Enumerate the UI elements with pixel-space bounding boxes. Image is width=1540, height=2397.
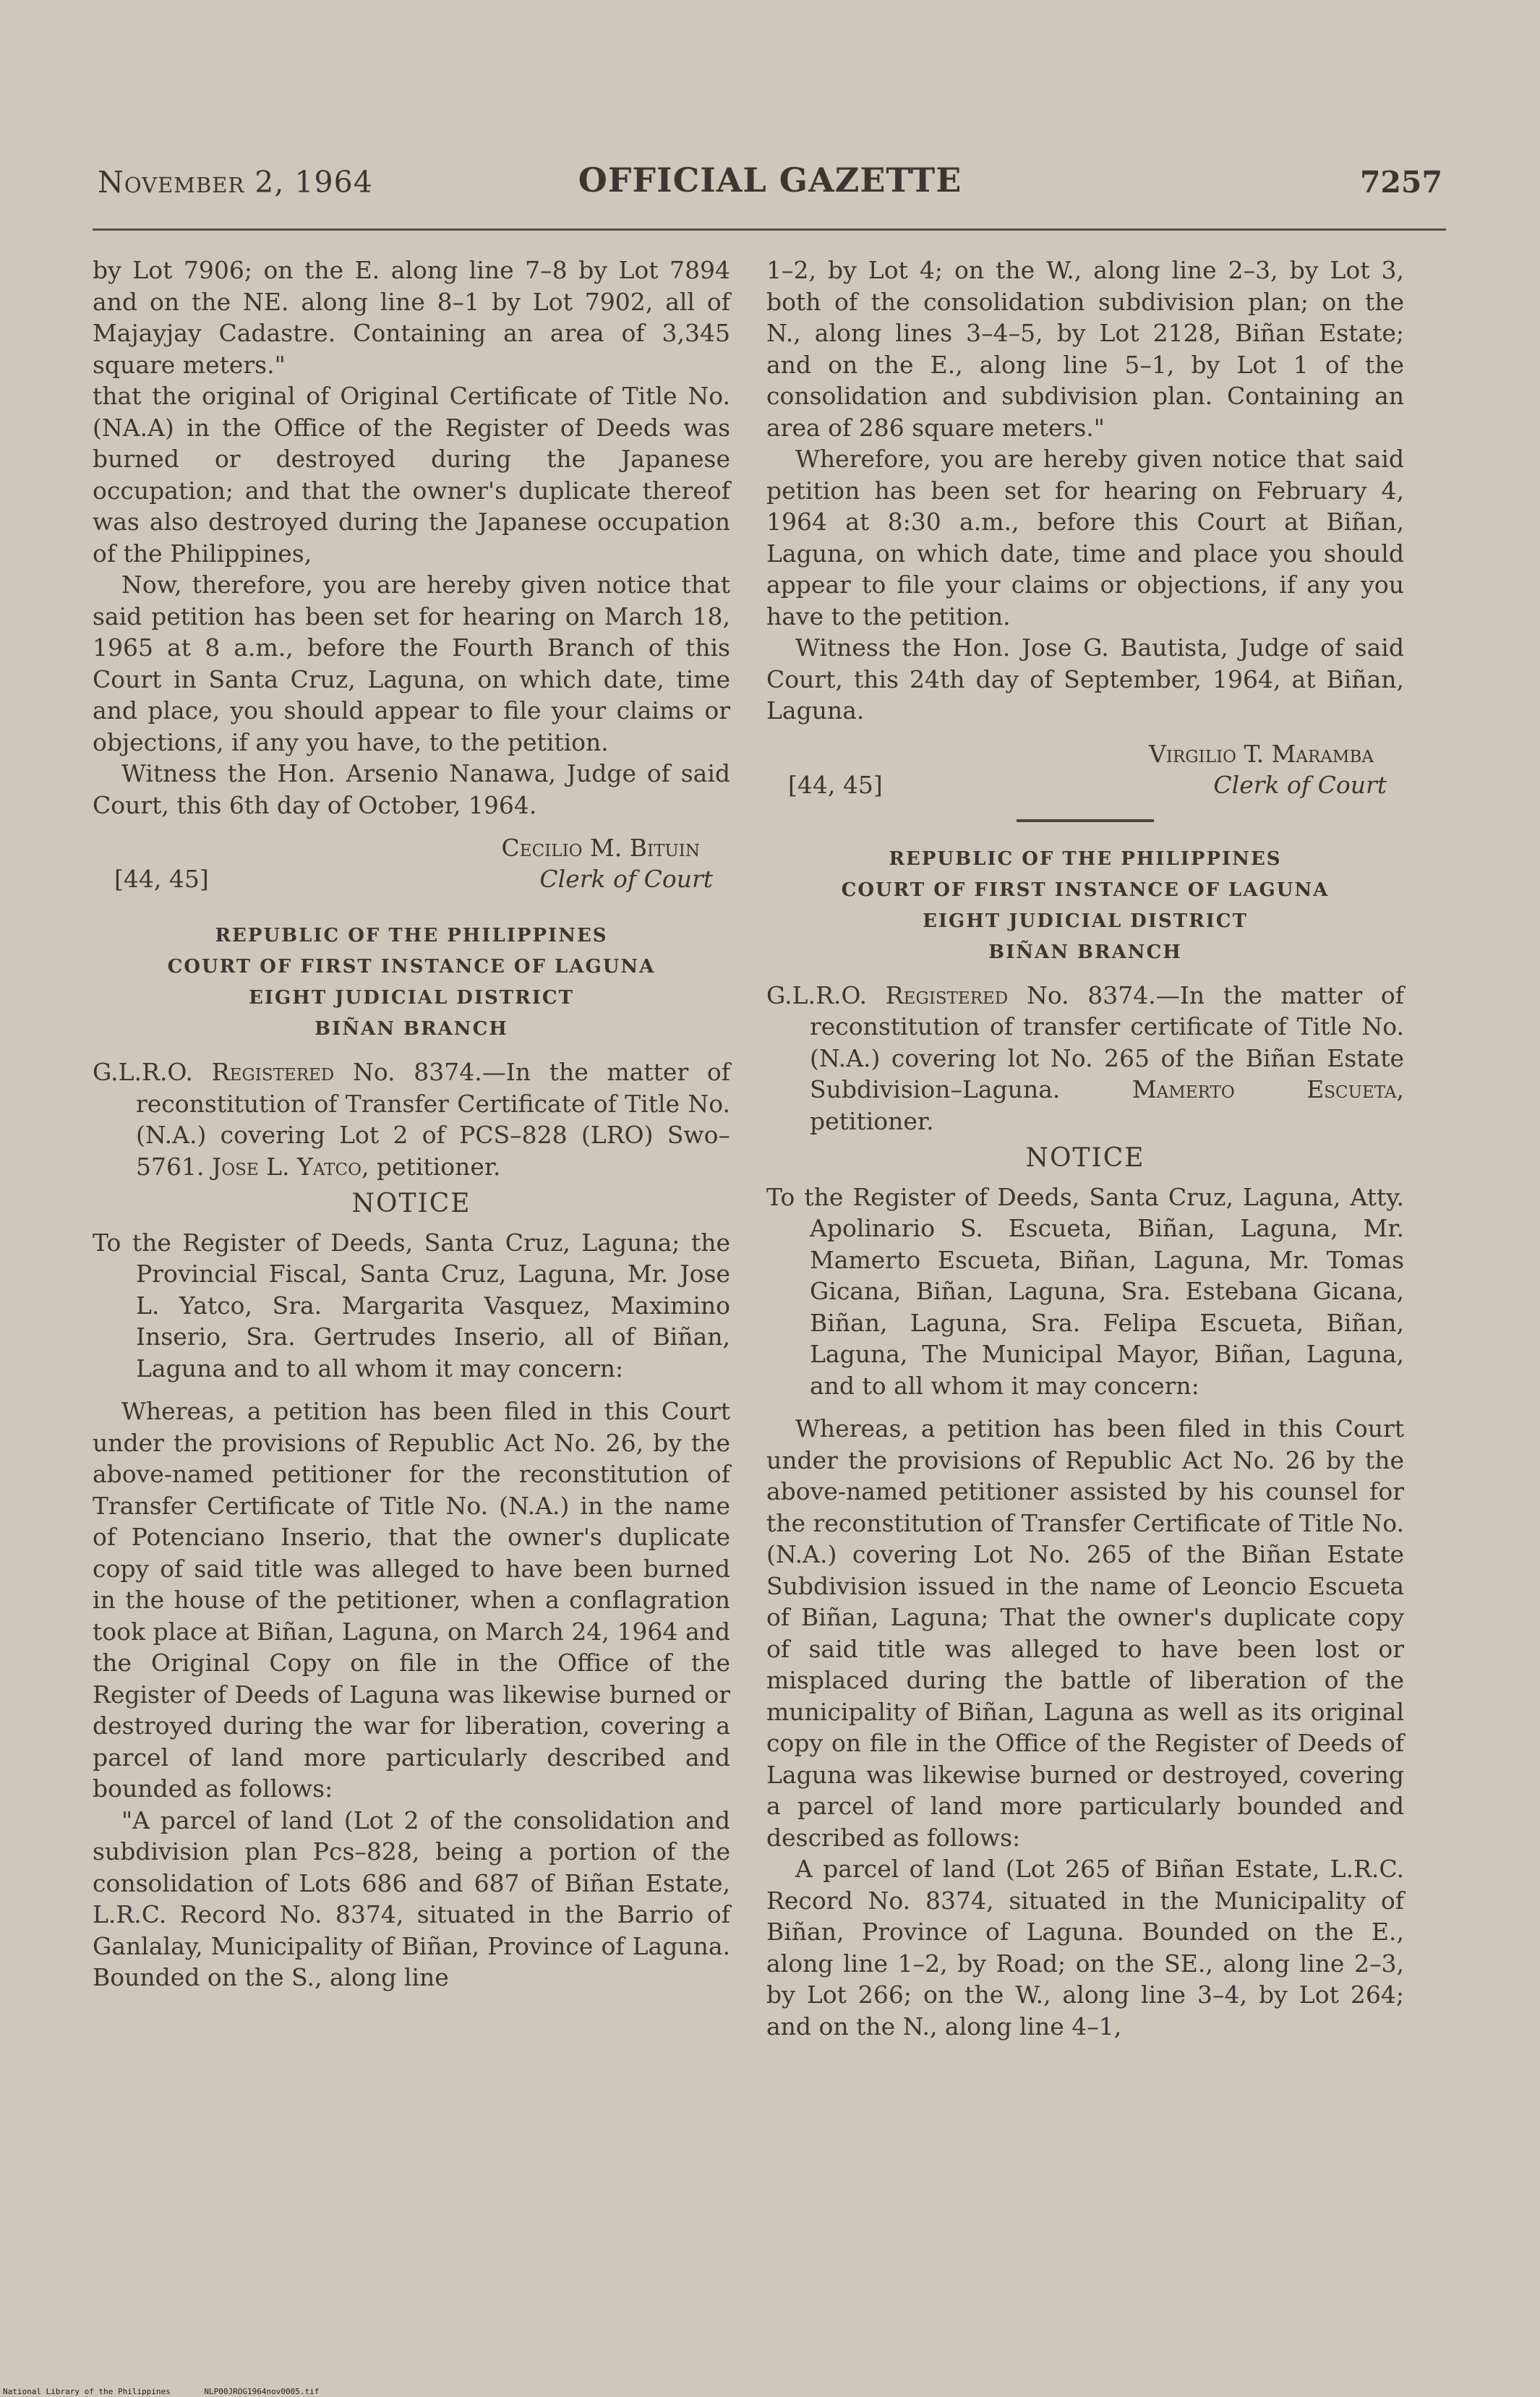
case-prefix: G.L.R.O. — [93, 1058, 194, 1086]
left-column — [93, 255, 730, 1994]
right-column — [766, 255, 1404, 2042]
footer-filename: NLP00JROG1964nov0005.tif — [204, 2387, 320, 2396]
paragraph: Now, therefore, you are hereby given notice that said petition has been set for hearing on March 18, 1965 at 8 a.m., before the Fourth Branch of this Court in Santa Cruz, Laguna, on which date, time and place, you should appear to file your claims or objections, if any you have, to the petition. — [93, 571, 730, 756]
scan-footer — [3, 2387, 348, 2396]
court-header-line: EIGHT JUDICIAL DISTRICT — [249, 987, 574, 1009]
footer-source: National Library of the Philippines — [3, 2387, 171, 2396]
header-rule — [93, 228, 1446, 231]
addressees: To the Register of Deeds, Santa Cruz, Laguna; the Provincial Fiscal, Santa Cruz, Laguna, Mr. Jose L. Yatco, Sra. Margarita Vasquez, Maximino Inserio, Sra. Gertrudes Inserio, all of Biñan, Laguna and to all whom it may concern: — [93, 1228, 730, 1383]
signatory-name: Cecilio M. Bituin — [501, 834, 700, 862]
petitioner-suffix: , petitioner. — [810, 1075, 1404, 1135]
signatory-title: Clerk of Court — [539, 865, 713, 893]
paragraph: Witness the Hon. Jose G. Bautista, Judge of said Court, this 24th day of September, 1964, at Biñan, Laguna. — [766, 633, 1404, 725]
case-registered: Registered — [211, 1058, 335, 1086]
signature-block — [766, 738, 1404, 800]
petitioner-name: Jose L. Yatco — [211, 1152, 362, 1181]
notice-court-header — [93, 920, 730, 1045]
case-caption — [93, 1056, 730, 1182]
paragraph: Whereas, a petition has been filed in this Court under the provisions of Republic Act No. 26, by the above-named petitioner for the reconstitution of Transfer Certificate of Title No. (N.A.) in the name of Potenciano Inserio, that the owner's duplicate copy of said title was alleged to have been burned in the house of the petitioner, when a conflagration took place at Biñan, Laguna, on March 24, 1964 and the Original Copy on file in the Office of the Register of Deeds of Laguna was likewise burned or destroyed during the war for liberation, covering a parcel of land more particularly described and bounded as follows: — [93, 1397, 730, 1803]
header-title: OFFICIAL GAZETTE — [578, 161, 962, 200]
addressees: To the Register of Deeds, Santa Cruz, Laguna, Atty. Apolinario S. Escueta, Biñan, Laguna, Mr. Mamerto Escueta, Biñan, Laguna, Mr. Tomas Gicana, Biñan, Laguna, Sra. Estebana Gicana, Biñan, Laguna, Sra. Felipa Escueta, Biñan, Laguna, The Municipal Mayor, Biñan, Laguna, and to all whom it may concern: — [766, 1182, 1404, 1400]
court-header-line: REPUBLIC OF THE PHILIPPINES — [889, 847, 1282, 870]
section-divider — [1017, 819, 1154, 822]
page-header — [98, 161, 1442, 208]
court-header-line: REPUBLIC OF THE PHILIPPINES — [215, 925, 608, 947]
paragraph: Witness the Hon. Arsenio Nanawa, Judge of said Court, this 6th day of October, 1964. — [93, 759, 730, 819]
case-caption — [766, 980, 1404, 1137]
case-text: No. 8374.—In the matter of reconstitution of Transfer Certificate of Title No. (N.A.) covering Lot 2 of PCS–828 (LRO) Swo–5761. — [136, 1058, 730, 1181]
issue-reference: [44, 45] — [788, 770, 883, 799]
signatory-title: Clerk of Court — [1213, 770, 1387, 799]
signature-block — [93, 832, 730, 894]
court-header-line: BIÑAN BRANCH — [988, 941, 1182, 963]
issue-reference: [44, 45] — [114, 865, 209, 893]
notice-court-header — [766, 844, 1404, 968]
court-header-line: EIGHT JUDICIAL DISTRICT — [923, 910, 1248, 932]
paragraph: Whereas, a petition has been filed in this Court under the provisions of Republic Act No. 26 by the above-named petitioner assisted by his counsel for the reconstitution of Transfer Certificate of Title No. (N.A.) covering Lot No. 265 of the Biñan Estate Subdivision issued in the name of Leoncio Escueta of Biñan, Laguna; That the owner's duplicate copy of said title was alleged to have been lost or misplaced during the battle of liberation of the municipality of Biñan, Laguna as well as its original copy on file in the Office of the Register of Deeds of Laguna was likewise burned or destroyed, covering a parcel of land more particularly bounded and described as follows: — [766, 1414, 1404, 1852]
case-registered: Registered — [885, 980, 1009, 1009]
case-text: No. 8374.—In the matter of reconstitution of transfer certificate of Title No. (N.A.) covering lot No. 265 of the Biñan Estate Subdivision–Laguna. — [810, 980, 1404, 1103]
paragraph: by Lot 7906; on the E. along line 7–8 by Lot 7894 and on the NE. along line 8–1 by Lot 7902, all of Majayjay Cadastre. Containing an area of 3,345 square meters." — [93, 256, 730, 379]
court-header-line: COURT OF FIRST INSTANCE OF LAGUNA — [167, 956, 656, 978]
paragraph: "A parcel of land (Lot 2 of the consolidation and subdivision plan Pcs–828, being a portion of the consolidation of Lots 686 and 687 of Biñan Estate, L.R.C. Record No. 8374, situated in the Barrio of Ganlalay, Municipality of Biñan, Province of Laguna. Bounded on the S., along line — [93, 1806, 730, 1991]
notice-title: NOTICE — [351, 1189, 471, 1218]
signatory-name: Virgilio T. Maramba — [1149, 739, 1374, 768]
notice-title: NOTICE — [1025, 1143, 1145, 1173]
court-header-line: BIÑAN BRANCH — [315, 1018, 508, 1040]
header-page-number: 7257 — [1359, 165, 1442, 200]
court-header-line: COURT OF FIRST INSTANCE OF LAGUNA — [841, 879, 1330, 901]
paragraph: A parcel of land (Lot 265 of Biñan Estate, L.R.C. Record No. 8374, situated in the Municipality of Biñan, Province of Laguna. Bounded on the E., along line 1–2, by Road; on the SE., along line 2–3, by Lot 266; on the W., along line 3–4, by Lot 264; and on the N., along line 4–1, — [766, 1855, 1404, 2041]
petitioner-name: Mamerto Escueta — [1132, 1075, 1397, 1103]
header-date: November 2, 1964 — [98, 165, 373, 200]
paragraph: that the original of Original Certificate of Title No. (NA.A) in the Office of the Register of Deeds was burned or destroyed during the Japanese occupation; and that the owner's duplicate thereof was also destroyed during the Japanese occupation of the Philippines, — [93, 382, 730, 568]
paragraph: 1–2, by Lot 4; on the W., along line 2–3, by Lot 3, both of the consolidation subdivision plan; on the N., along lines 3–4–5, by Lot 2128, Biñan Estate; and on the E., along line 5–1, by Lot 1 of the consolidation and subdivision plan. Containing an area of 286 square meters." — [766, 256, 1404, 442]
paragraph: Wherefore, you are hereby given notice that said petition has been set for hearing on February 4, 1964 at 8:30 a.m., before this Court at Biñan, Laguna, on which date, time and place you should appear to file your claims or objections, if any you have to the petition. — [766, 445, 1404, 631]
case-prefix: G.L.R.O. — [766, 980, 868, 1009]
petitioner-suffix: , petitioner. — [361, 1152, 501, 1181]
